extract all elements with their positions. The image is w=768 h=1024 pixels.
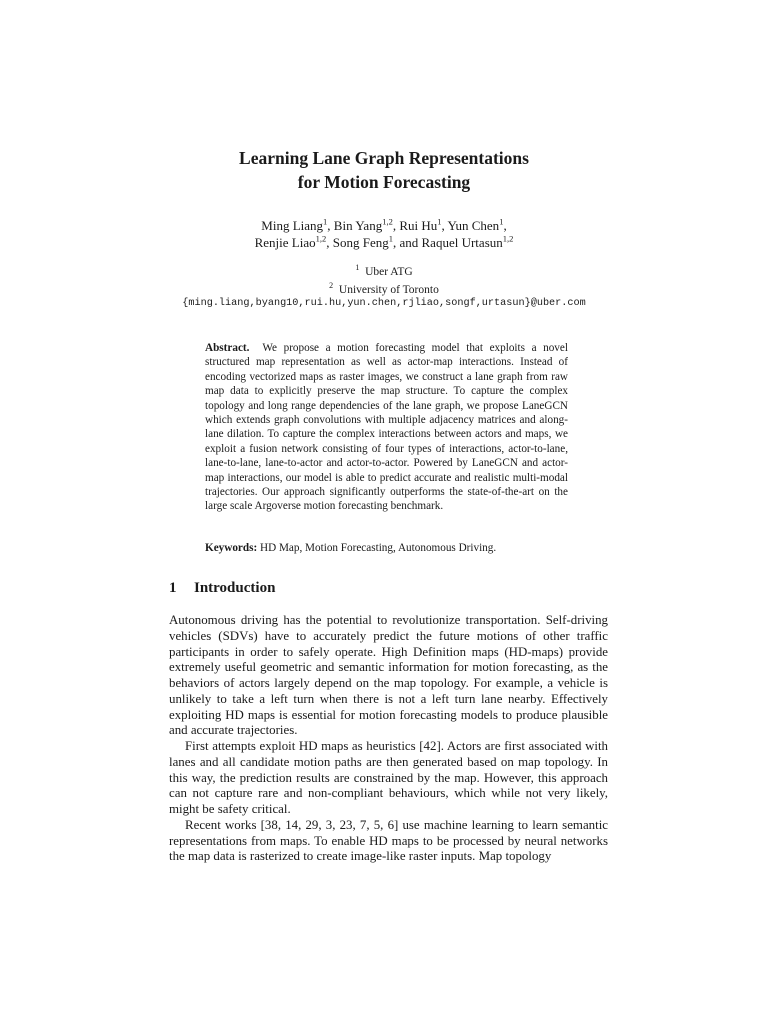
keywords-label: Keywords: bbox=[205, 542, 258, 554]
author-name: Raquel Urtasun bbox=[421, 235, 503, 250]
section-heading bbox=[169, 578, 275, 598]
body-text bbox=[169, 613, 608, 865]
author-name: Bin Yang bbox=[333, 218, 383, 233]
author-emails: {ming.liang,byang10,rui.hu,yun.chen,rjliao,songf,urtasun}@uber.com bbox=[182, 297, 586, 309]
author-list bbox=[150, 217, 618, 251]
affiliations bbox=[150, 261, 618, 311]
author-line-1 bbox=[150, 217, 618, 234]
author-name: Rui Hu bbox=[399, 218, 438, 233]
author-line-2 bbox=[150, 234, 618, 251]
author-name: Song Feng bbox=[332, 235, 389, 250]
author-affiliation-mark: 1,2 bbox=[315, 233, 327, 244]
author-affiliation-mark: 1 bbox=[323, 216, 328, 227]
author-separator: , bbox=[503, 218, 507, 233]
section-number: 1 bbox=[169, 580, 177, 596]
author-separator: , bbox=[326, 235, 333, 250]
paragraph: First attempts exploit HD maps as heuristics [42]. Actors are first associated with lanes and all candidate motion paths are then generated based on map topology. In this way, the prediction results are constrained by the map. However, this approach can not capture rare and non-compliant behaviours, which while not very likely, might be safety critical. bbox=[169, 739, 608, 816]
affiliation-2 bbox=[150, 279, 618, 297]
author-affiliation-mark: 1 bbox=[437, 216, 442, 227]
author-name: Yun Chen bbox=[447, 218, 500, 233]
author-name: Ming Liang bbox=[261, 218, 324, 233]
author-name: Renjie Liao bbox=[254, 235, 316, 250]
affiliation-name: University of Toronto bbox=[338, 283, 439, 296]
title-line-1: Learning Lane Graph Representations bbox=[239, 148, 529, 168]
affiliation-name: Uber ATG bbox=[365, 265, 413, 278]
affiliation-number: 1 bbox=[355, 263, 360, 272]
keywords-text: HD Map, Motion Forecasting, Autonomous Driving. bbox=[260, 542, 497, 554]
title-line-2: for Motion Forecasting bbox=[297, 172, 471, 192]
paragraph: Recent works [38, 14, 29, 3, 23, 7, 5, 6] use machine learning to learn semantic representations from maps. To enable HD maps to be processed by neural networks the map data is rasterized to create image-like raster inputs. Map topology bbox=[169, 817, 608, 864]
paragraph: Autonomous driving has the potential to revolutionize transportation. Self-driving vehicles (SDVs) have to accurately predict the future motions of other traffic participants in order to safely operate. High Definition maps (HD-maps) provide extremely useful geometric and semantic information for motion forecasting, as the behaviors of actors largely depend on the map topology. For example, a vehicle is unlikely to take a left turn when there is not a left turn lane nearby. Effectively exploiting HD maps is essential for motion forecasting models to produce plausible and accurate trajectories. bbox=[169, 613, 608, 738]
abstract-text: We propose a motion forecasting model that exploits a novel structured map representation as well as actor-map interactions. Instead of encoding vectorized maps as raster images, we construct a lane graph from raw map data to explicitly preserve the map structure. To capture the complex topology and long range dependencies of the lane graph, we propose LaneGCN which extends graph convolutions with multiple adjacency matrices and along-lane dilation. To capture the complex interactions between actors and maps, we exploit a fusion network consisting of four types of interactions, actor-to-lane, lane-to-lane, lane-to-actor and actor-to-actor. Powered by LaneGCN and actor-map interactions, our model is able to predict accurate and realistic multi-modal trajectories. Our approach significantly outperforms the state-of-the-art on the large scale Argoverse motion forecasting benchmark. bbox=[205, 342, 568, 513]
author-affiliation-mark: 1 bbox=[388, 233, 393, 244]
author-separator: , bbox=[441, 218, 448, 233]
author-affiliation-mark: 1,2 bbox=[502, 233, 514, 244]
abstract-label: Abstract. bbox=[205, 342, 250, 354]
section-title: Introduction bbox=[194, 580, 276, 596]
affiliation-1 bbox=[150, 261, 618, 279]
affiliation-number: 2 bbox=[329, 280, 334, 290]
keywords bbox=[205, 541, 568, 555]
paper-title bbox=[150, 146, 618, 194]
author-affiliation-mark: 1,2 bbox=[382, 216, 393, 227]
author-separator: , bbox=[327, 218, 334, 233]
author-separator: , bbox=[392, 218, 400, 233]
abstract bbox=[205, 341, 568, 514]
author-separator: , and bbox=[392, 235, 422, 250]
author-affiliation-mark: 1 bbox=[499, 216, 504, 227]
